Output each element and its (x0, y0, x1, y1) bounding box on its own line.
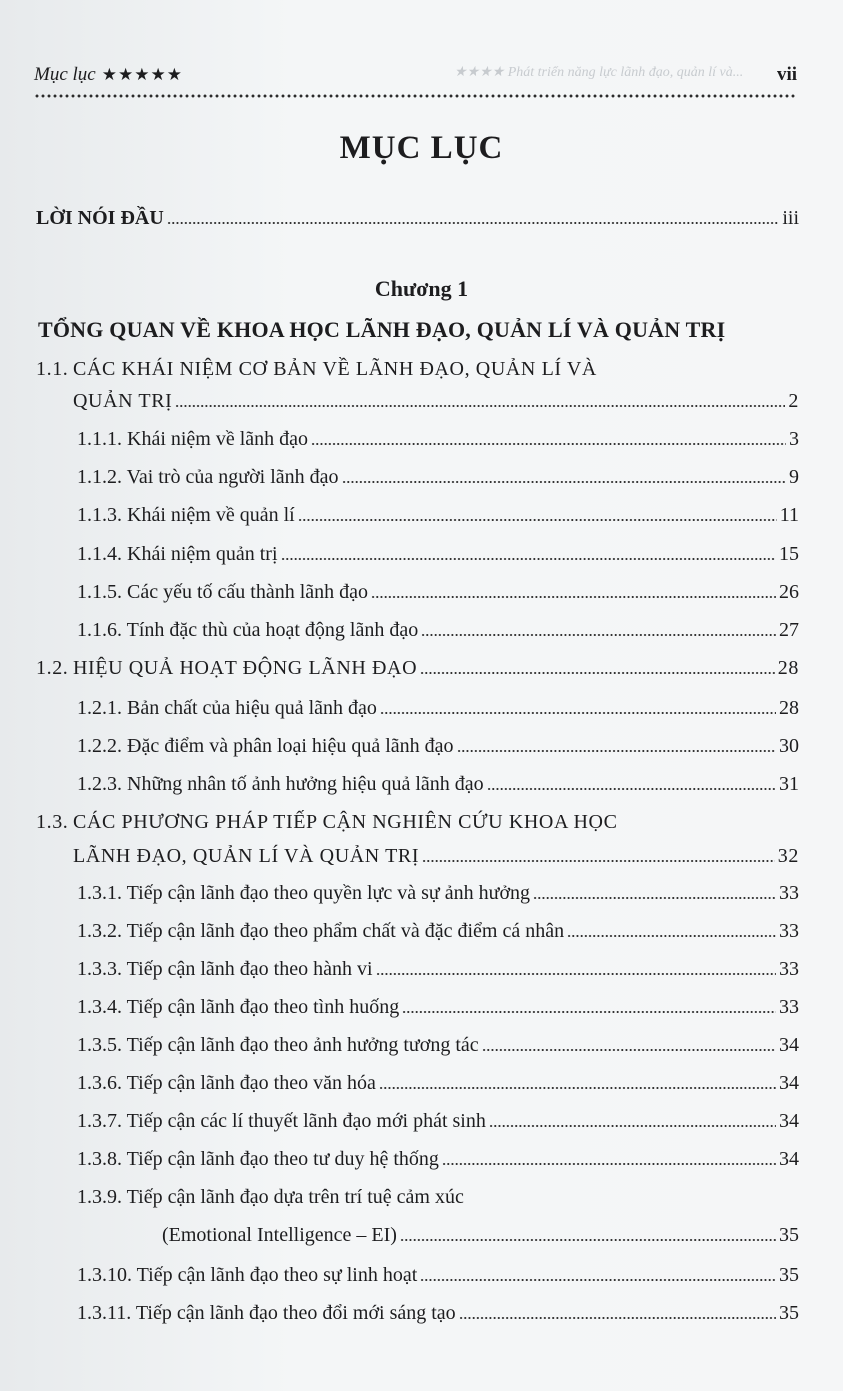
dot-leader (380, 711, 776, 715)
toc-entry-page: 3 (789, 428, 799, 450)
dot-leader (420, 671, 775, 675)
toc-entry-page: 32 (777, 845, 799, 867)
toc-entry[interactable] (77, 502, 799, 528)
toc-entry-label: 1.3.2. Tiếp cận lãnh đạo theo phẩm chất và đặc điểm cá nhân (77, 920, 565, 942)
dot-leader (442, 1162, 776, 1166)
section-title-cont: LÃNH ĐẠO, QUẢN LÍ VÀ QUẢN TRỊ (73, 845, 420, 867)
toc-entry-line1[interactable] (77, 1184, 464, 1210)
toc-entry-page: 33 (779, 996, 799, 1018)
toc-entry-label: 1.1.1. Khái niệm về lãnh đạo (77, 428, 309, 450)
section-title: CÁC PHƯƠNG PHÁP TIẾP CẬN NGHIÊN CỨU KHOA HỌC (73, 811, 618, 833)
toc-entry-label: 1.1.2. Vai trò của người lãnh đạo (77, 466, 339, 488)
toc-entry-page: 33 (779, 882, 799, 904)
toc-entry-preface[interactable] (36, 205, 799, 231)
section-number: 1.3. (36, 811, 69, 833)
section-title: HIỆU QUẢ HOẠT ĐỘNG LÃNH ĐẠO (73, 657, 418, 679)
toc-entry-label: 1.2.2. Đặc điểm và phân loại hiệu quả lãnh đạo (77, 735, 454, 757)
toc-entry[interactable] (77, 1070, 799, 1096)
dot-leader (298, 518, 777, 522)
toc-entry-page: 28 (779, 697, 799, 719)
chapter-label: Chương 1 (374, 276, 469, 301)
dot-leader (311, 442, 786, 446)
toc-entry-label: 1.3.11. Tiếp cận lãnh đạo theo đổi mới sáng tạo (77, 1302, 456, 1324)
section-number: 1.1. (36, 358, 69, 380)
toc-entry-page: iii (782, 207, 799, 229)
toc-entry-page: 9 (789, 466, 799, 488)
toc-entry-label: 1.3.9. Tiếp cận lãnh đạo dựa trên trí tuệ cảm xúc (77, 1186, 464, 1208)
dot-leader (281, 557, 776, 561)
toc-entry-page: 34 (779, 1110, 799, 1132)
dot-leader (422, 859, 775, 863)
toc-entry-label: 1.3.10. Tiếp cận lãnh đạo theo sự linh hoạt (77, 1264, 418, 1286)
toc-entry-page: 35 (779, 1264, 799, 1286)
toc-entry-page: 11 (779, 504, 799, 526)
section-title-cont: QUẢN TRỊ (73, 390, 173, 412)
toc-entry-label: LỜI NÓI ĐẦU (36, 207, 164, 229)
toc-entry-label: 1.3.8. Tiếp cận lãnh đạo theo tư duy hệ thống (77, 1148, 439, 1170)
toc-entry-page: 30 (779, 735, 799, 757)
section-number: 1.2. (36, 657, 69, 679)
running-header (34, 62, 797, 90)
toc-entry-page: 31 (779, 773, 799, 795)
toc-entry[interactable] (77, 617, 799, 643)
toc-entry-line2[interactable] (162, 1222, 799, 1248)
page-title: MỤC LỤC (339, 130, 504, 166)
toc-entry-page: 34 (779, 1148, 799, 1170)
dot-leader (379, 1086, 776, 1090)
toc-entry[interactable] (77, 1108, 799, 1134)
dot-leader (457, 749, 776, 753)
dot-leader (487, 787, 776, 791)
toc-entry-page: 26 (779, 581, 799, 603)
toc-section-1-2[interactable] (36, 655, 799, 681)
page-number: vii (776, 64, 797, 85)
dot-leader (175, 404, 785, 408)
toc-entry[interactable] (77, 918, 799, 944)
dot-leader (342, 480, 786, 484)
toc-entry-label: 1.2.1. Bản chất của hiệu quả lãnh đạo (77, 697, 377, 719)
dot-leader (371, 595, 776, 599)
dot-leader (400, 1238, 776, 1242)
toc-entry-page: 33 (779, 920, 799, 942)
chapter-title: TỔNG QUAN VỀ KHOA HỌC LÃNH ĐẠO, QUẢN LÍ VÀ QUẢN TRỊ (38, 317, 726, 342)
toc-section-1-3-line1[interactable] (36, 809, 618, 835)
toc-entry-label-cont: (Emotional Intelligence – EI) (162, 1224, 397, 1246)
toc-entry[interactable] (77, 541, 799, 567)
toc-entry[interactable] (77, 426, 799, 452)
toc-entry[interactable] (77, 1262, 799, 1288)
toc-entry[interactable] (77, 956, 799, 982)
header-left (34, 64, 183, 86)
dot-leader (420, 1278, 776, 1282)
toc-entry-page: 27 (779, 619, 799, 641)
toc-section-1-1-line2[interactable] (73, 388, 799, 414)
header-section-label: Mục lục (34, 64, 96, 85)
dot-leader (533, 896, 776, 900)
toc-entry-label: 1.1.3. Khái niệm về quản lí (77, 504, 295, 526)
toc-entry-label: 1.3.5. Tiếp cận lãnh đạo theo ảnh hưởng tương tác (77, 1034, 479, 1056)
dot-leader (167, 221, 780, 225)
toc-entry[interactable] (77, 994, 799, 1020)
toc-entry-page: 28 (777, 657, 799, 679)
dot-leader (459, 1316, 776, 1320)
toc-entry-label: 1.2.3. Những nhân tố ảnh hưởng hiệu quả lãnh đạo (77, 773, 484, 795)
toc-entry-page: 35 (779, 1224, 799, 1246)
header-bleed-through: ★★★★ Phát triển năng lực lãnh đạo, quản lí và... (454, 65, 744, 80)
toc-entry[interactable] (77, 695, 799, 721)
dot-leader (421, 633, 776, 637)
toc-entry[interactable] (77, 464, 799, 490)
dot-leader (402, 1010, 776, 1014)
toc-entry[interactable] (77, 579, 799, 605)
dot-leader (567, 934, 776, 938)
toc-entry[interactable] (77, 1146, 799, 1172)
toc-entry-label: 1.3.3. Tiếp cận lãnh đạo theo hành vi (77, 958, 373, 980)
toc-entry-page: 15 (779, 543, 799, 565)
toc-entry[interactable] (77, 771, 799, 797)
toc-entry-page: 33 (779, 958, 799, 980)
dot-leader (482, 1048, 776, 1052)
section-title: CÁC KHÁI NIỆM CƠ BẢN VỀ LÃNH ĐẠO, QUẢN LÍ VÀ (73, 358, 597, 380)
toc-entry-page: 2 (788, 390, 799, 412)
toc-entry[interactable] (77, 880, 799, 906)
toc-entry-label: 1.1.4. Khái niệm quản trị (77, 543, 278, 565)
toc-section-1-1-line1[interactable] (36, 356, 597, 382)
toc-entry-label: 1.3.6. Tiếp cận lãnh đạo theo văn hóa (77, 1072, 376, 1094)
toc-entry-label: 1.3.7. Tiếp cận các lí thuyết lãnh đạo mới phát sinh (77, 1110, 486, 1132)
dot-leader (489, 1124, 776, 1128)
header-dotted-rule (34, 92, 797, 100)
toc-entry-label: 1.3.1. Tiếp cận lãnh đạo theo quyền lực và sự ảnh hưởng (77, 882, 531, 904)
toc-entry[interactable] (77, 1032, 799, 1058)
toc-entry[interactable] (77, 1300, 799, 1326)
toc-entry-label: 1.1.6. Tính đặc thù của hoạt động lãnh đạo (77, 619, 419, 641)
dot-leader (376, 972, 776, 976)
toc-entry-label: 1.1.5. Các yếu tố cấu thành lãnh đạo (77, 581, 369, 603)
toc-entry[interactable] (77, 733, 799, 759)
toc-entry-page: 35 (779, 1302, 799, 1324)
toc-section-1-3-line2[interactable] (73, 843, 799, 869)
toc-entry-page: 34 (779, 1034, 799, 1056)
header-stars: ★★★★★ (101, 65, 183, 84)
toc-entry-page: 34 (779, 1072, 799, 1094)
toc-entry-label: 1.3.4. Tiếp cận lãnh đạo theo tình huống (77, 996, 400, 1018)
